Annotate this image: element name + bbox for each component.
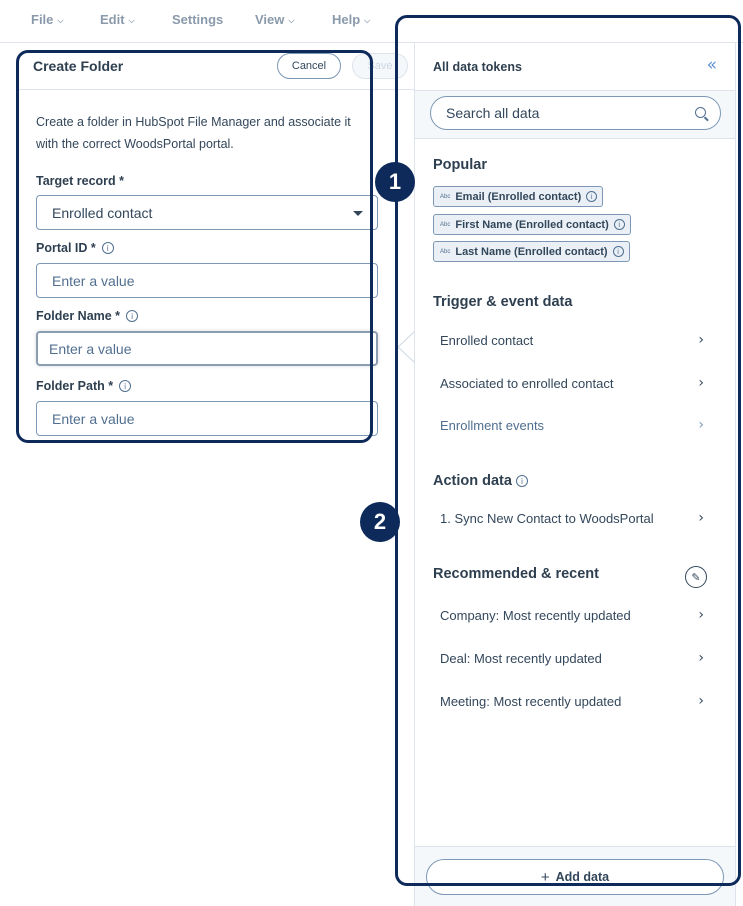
folder-path-input[interactable]	[36, 401, 378, 436]
menu-file[interactable]	[31, 12, 63, 27]
list-item-label: Deal: Most recently updated	[440, 650, 602, 666]
action-data-heading	[433, 473, 528, 489]
menu-help-label: Help	[332, 12, 361, 27]
add-data-label: Add data	[555, 870, 610, 884]
menu-settings[interactable]	[172, 12, 223, 27]
create-folder-header	[16, 44, 416, 90]
chevron-down-icon: ⌵	[364, 15, 371, 25]
token-last-name[interactable]	[433, 241, 630, 262]
data-tokens-panel	[414, 43, 736, 906]
info-icon[interactable]: i	[516, 475, 528, 487]
data-panel-title: All data tokens	[433, 60, 522, 74]
chevron-down-icon: ⌵	[57, 15, 64, 25]
target-record-label-text: Target record *	[36, 174, 124, 188]
folder-path-label	[36, 379, 131, 393]
chevron-right-icon: ›	[698, 417, 704, 433]
target-record-select[interactable]	[36, 195, 378, 230]
folder-path-label-text: Folder Path *	[36, 379, 114, 393]
chevron-right-icon: ›	[698, 332, 704, 348]
token-label: First Name (Enrolled contact)	[455, 218, 609, 231]
panel-pointer-arrow	[397, 331, 415, 363]
folder-name-label	[36, 309, 138, 323]
text-type-icon: Abc	[440, 248, 451, 255]
menu-view-label: View	[255, 12, 285, 27]
search-icon	[695, 107, 706, 118]
chevron-right-icon: ›	[698, 607, 704, 623]
info-icon[interactable]: i	[586, 191, 597, 202]
folder-path-placeholder: Enter a value	[52, 410, 135, 427]
portal-id-label	[36, 241, 114, 255]
search-input[interactable]	[430, 96, 721, 130]
list-item-sync-contact[interactable]	[440, 510, 704, 526]
plus-icon: +	[540, 868, 550, 886]
token-first-name[interactable]	[433, 214, 631, 235]
menu-bar	[0, 0, 743, 43]
data-panel-footer	[415, 846, 735, 906]
annotation-badge-1: 1	[375, 162, 415, 202]
list-item-label: Company: Most recently updated	[440, 607, 631, 623]
target-record-label	[36, 174, 124, 188]
annotation-badge-2: 2	[360, 502, 400, 542]
recommended-heading: Recommended & recent	[433, 566, 599, 582]
trigger-heading: Trigger & event data	[433, 294, 573, 310]
chevron-right-icon: ›	[698, 510, 704, 526]
text-type-icon: Abc	[440, 221, 451, 228]
folder-name-input[interactable]	[36, 331, 378, 366]
info-icon[interactable]: i	[126, 310, 138, 322]
token-label: Last Name (Enrolled contact)	[455, 245, 608, 258]
token-label: Email (Enrolled contact)	[455, 190, 582, 203]
list-item-label: 1. Sync New Contact to WoodsPortal	[440, 510, 654, 526]
chevron-right-icon: ›	[698, 375, 704, 391]
portal-id-label-text: Portal ID *	[36, 241, 96, 255]
info-icon[interactable]: i	[119, 380, 131, 392]
token-email[interactable]	[433, 186, 603, 207]
popular-heading: Popular	[433, 157, 487, 173]
chevron-down-icon: ⌵	[288, 15, 295, 25]
list-item-meeting[interactable]	[440, 693, 704, 709]
list-item-associated[interactable]	[440, 375, 704, 391]
list-item-label: Meeting: Most recently updated	[440, 693, 622, 709]
search-area	[415, 91, 735, 139]
list-item-enrolled-contact[interactable]	[440, 332, 704, 348]
info-icon[interactable]: i	[613, 246, 624, 257]
menu-view[interactable]	[255, 12, 294, 27]
data-panel-header	[415, 43, 735, 91]
caret-down-icon	[353, 211, 363, 216]
list-item-label: Associated to enrolled contact	[440, 375, 614, 391]
add-data-button[interactable]	[426, 859, 724, 895]
info-icon[interactable]: i	[614, 219, 625, 230]
folder-name-placeholder: Enter a value	[49, 340, 132, 357]
panel-title: Create Folder	[33, 58, 124, 74]
chevron-right-icon: ›	[698, 650, 704, 666]
action-description: Create a folder in HubSpot File Manager and associate it with the correct WoodsPortal portal.	[36, 115, 351, 151]
list-item-enrollment-events[interactable]	[440, 417, 704, 433]
info-icon[interactable]: i	[102, 242, 114, 254]
menu-edit-label: Edit	[100, 12, 125, 27]
collapse-icon[interactable]: «	[706, 55, 717, 75]
list-item-deal[interactable]	[440, 650, 704, 666]
folder-name-label-text: Folder Name *	[36, 309, 121, 323]
menu-settings-label: Settings	[172, 12, 224, 27]
list-item-company[interactable]	[440, 607, 704, 623]
save-button[interactable]: Save	[352, 53, 408, 79]
menu-help[interactable]	[332, 12, 370, 27]
menu-file-label: File	[31, 12, 54, 27]
cancel-button[interactable]: Cancel	[277, 53, 341, 79]
search-placeholder: Search all data	[446, 105, 540, 121]
portal-id-input[interactable]	[36, 263, 378, 298]
action-data-heading-text: Action data	[433, 473, 512, 489]
chevron-right-icon: ›	[698, 693, 704, 709]
chevron-down-icon: ⌵	[128, 15, 135, 25]
list-item-label: Enrolled contact	[440, 332, 534, 348]
menu-edit[interactable]	[100, 12, 135, 27]
pencil-icon[interactable]: ✎	[685, 566, 707, 588]
portal-id-placeholder: Enter a value	[52, 272, 135, 289]
list-item-label: Enrollment events	[440, 417, 545, 433]
text-type-icon: Abc	[440, 193, 451, 200]
target-record-value: Enrolled contact	[52, 204, 153, 221]
